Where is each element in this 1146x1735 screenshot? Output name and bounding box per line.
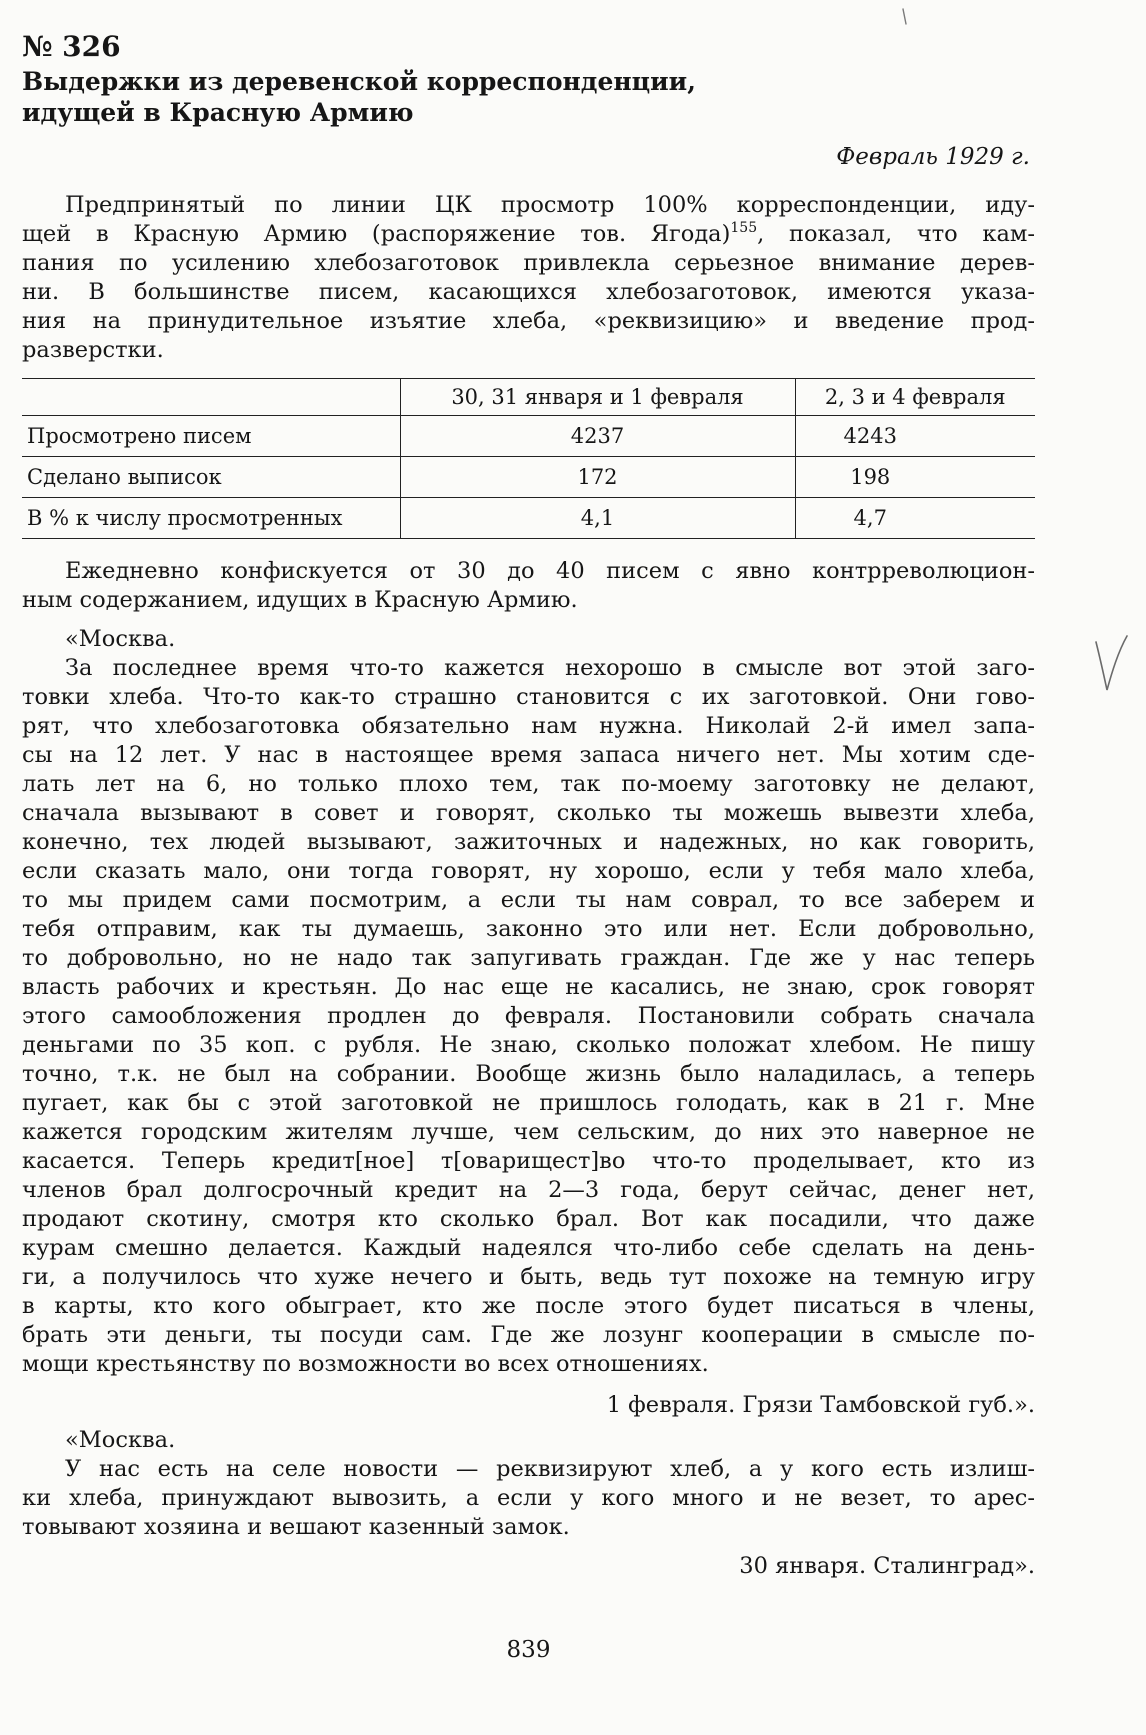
page-body	[22, 557, 1035, 1581]
text-line: власть рабочих и крестьян. До нас еще не касались, не знаю, срок говорят	[22, 974, 1035, 1000]
text-line: этого самообложения продлен до февраля. Постановили собрать сначала	[22, 1003, 1035, 1029]
row-label: Сделано выписок	[22, 457, 400, 498]
column-header: 2, 3 и 4 февраля	[795, 379, 1035, 416]
text-line: пания по усилению хлебозаготовок привлекла серьезное внимание дерев-	[22, 250, 1035, 276]
text-line: ни. В большинстве писем, касающихся хлебозаготовок, имеются указа-	[22, 279, 1035, 305]
text-line: лать лет на 6, но только плохо тем, так по-моему заготовку не делают,	[22, 771, 1035, 797]
text-line: касается. Теперь кредит[ное] т[оварищест]во что-то проделывает, кто из	[22, 1148, 1035, 1174]
text-line: Предпринятый по линии ЦК просмотр 100% корреспонденции, иду-	[65, 192, 1035, 218]
document-date: Февраль 1929 г.	[836, 144, 1030, 170]
column-header: 30, 31 января и 1 февраля	[400, 379, 795, 416]
text-line: рят, что хлебозаготовка обязательно нам нужна. Николай 2-й имел запа-	[22, 713, 1035, 739]
row-label: Просмотрено писем	[22, 416, 400, 457]
text-line: брать эти деньги, ты посуди сам. Где же лозунг кооперации в смысле по-	[22, 1322, 1035, 1348]
cell-value: 4,7	[795, 498, 1035, 539]
intro-paragraph	[22, 191, 1035, 365]
cell-value: 4,1	[400, 498, 795, 539]
letter-opening: «Москва.	[65, 626, 176, 652]
text-line: в карты, кто кого обыграет, кто же после этого будет писаться в члены,	[22, 1293, 1035, 1319]
table-header-row	[22, 379, 1035, 416]
text-line: то добровольно, но не надо так запугивать граждан. Где же у нас теперь	[22, 945, 1035, 971]
text-line: товки хлеба. Что-то как-то страшно становится с их заготовкой. Они гово-	[22, 684, 1035, 710]
cell-value: 4243	[795, 416, 1035, 457]
text-line: если сказать мало, они тогда говорят, ну хорошо, если у тебя мало хлеба,	[22, 858, 1035, 884]
text-line: ги, а получилось что хуже нечего и быть, ведь тут похоже на темную игру	[22, 1264, 1035, 1290]
text-line: сначала вызывают в совет и говорят, сколько ты можешь вывезти хлеба,	[22, 800, 1035, 826]
text-line: конечно, тех людей вызывают, зажиточных и надежных, но как говорить,	[22, 829, 1035, 855]
text-line: разверстки.	[22, 337, 164, 363]
letter-signature: 1 февраля. Грязи Тамбовской губ.».	[606, 1392, 1035, 1418]
text-line: деньгами по 35 коп. с рубля. Не знаю, сколько положат хлебом. Не пишу	[22, 1032, 1035, 1058]
text-line: ным содержанием, идущих в Красную Армию.	[22, 587, 578, 613]
stub-header-cell	[22, 379, 400, 416]
margin-tick-mark	[903, 9, 906, 24]
table-row	[22, 416, 1035, 457]
text-line: кажется городским жителям лучше, чем сельским, до них это наверное не	[22, 1119, 1035, 1145]
text-line: сы на 12 лет. У нас в настоящее время запаса ничего нет. Мы хотим сде-	[22, 742, 1035, 768]
stats-table	[22, 378, 1035, 539]
document-title-line: Выдержки из деревенской корреспонденции,	[22, 67, 696, 96]
text-line: то мы придем сами посмотрим, а если ты нам соврал, то все заберем и	[22, 887, 1035, 913]
cell-value: 4237	[400, 416, 795, 457]
letter	[22, 625, 1035, 1420]
text-line: Ежедневно конфискуется от 30 до 40 писем с явно контрреволюцион-	[65, 558, 1035, 584]
letter-opening: «Москва.	[65, 1427, 176, 1453]
cell-value: 198	[795, 457, 1035, 498]
letter-body	[22, 1455, 1035, 1542]
text-line: товывают хозяина и вешают казенный замок.	[22, 1514, 570, 1540]
text-line: За последнее время что-то кажется нехорошо в смысле вот этой заго-	[65, 655, 1035, 681]
text-line: точно, т.к. не был на собрании. Вообще жизнь было наладилась, а теперь	[22, 1061, 1035, 1087]
text-line: продают скотину, смотря кто сколько брал. Вот как посадили, что даже	[22, 1206, 1035, 1232]
letter-body	[22, 654, 1035, 1379]
letter-signature: 30 января. Сталинград».	[739, 1553, 1035, 1579]
confiscation-paragraph	[22, 557, 1035, 615]
text-line: курам смешно делается. Каждый надеялся что-либо себе сделать на день-	[22, 1235, 1035, 1261]
page-number: 839	[506, 1637, 551, 1663]
text-line: ки хлеба, принуждают вывозить, а если у кого много и не везет, то арес-	[22, 1485, 1035, 1511]
document-number: № 326	[22, 30, 121, 63]
row-label: В % к числу просмотренных	[22, 498, 400, 539]
document-title-line: идущей в Красную Армию	[22, 98, 414, 127]
table-row	[22, 457, 1035, 498]
cell-value: 172	[400, 457, 795, 498]
document-heading	[22, 30, 1035, 128]
text-line	[22, 220, 1035, 249]
text-line: пугает, как бы с этой заготовкой не пришлось голодать, как в 21 г. Мне	[22, 1090, 1035, 1116]
text-line: членов брал долгосрочный кредит на 2—3 года, берут сейчас, денег нет,	[22, 1177, 1035, 1203]
margin-check-mark	[1096, 636, 1127, 690]
text-span: щей в Красную Армию (распоряжение тов. Ягода)	[22, 221, 731, 247]
footnote-reference: 155	[730, 220, 758, 236]
text-line: У нас есть на селе новости — реквизируют хлеб, а у кого есть излиш-	[65, 1456, 1035, 1482]
text-line: мощи крестьянству по возможности во всех отношениях.	[22, 1351, 709, 1377]
text-span: , показал, что кам-	[757, 221, 1035, 247]
table-row	[22, 498, 1035, 539]
text-line: тебя отправим, как ты думаешь, законно это или нет. Если добровольно,	[22, 916, 1035, 942]
letter	[22, 1426, 1035, 1581]
text-line: ния на принудительное изъятие хлеба, «реквизицию» и введение прод-	[22, 308, 1035, 334]
